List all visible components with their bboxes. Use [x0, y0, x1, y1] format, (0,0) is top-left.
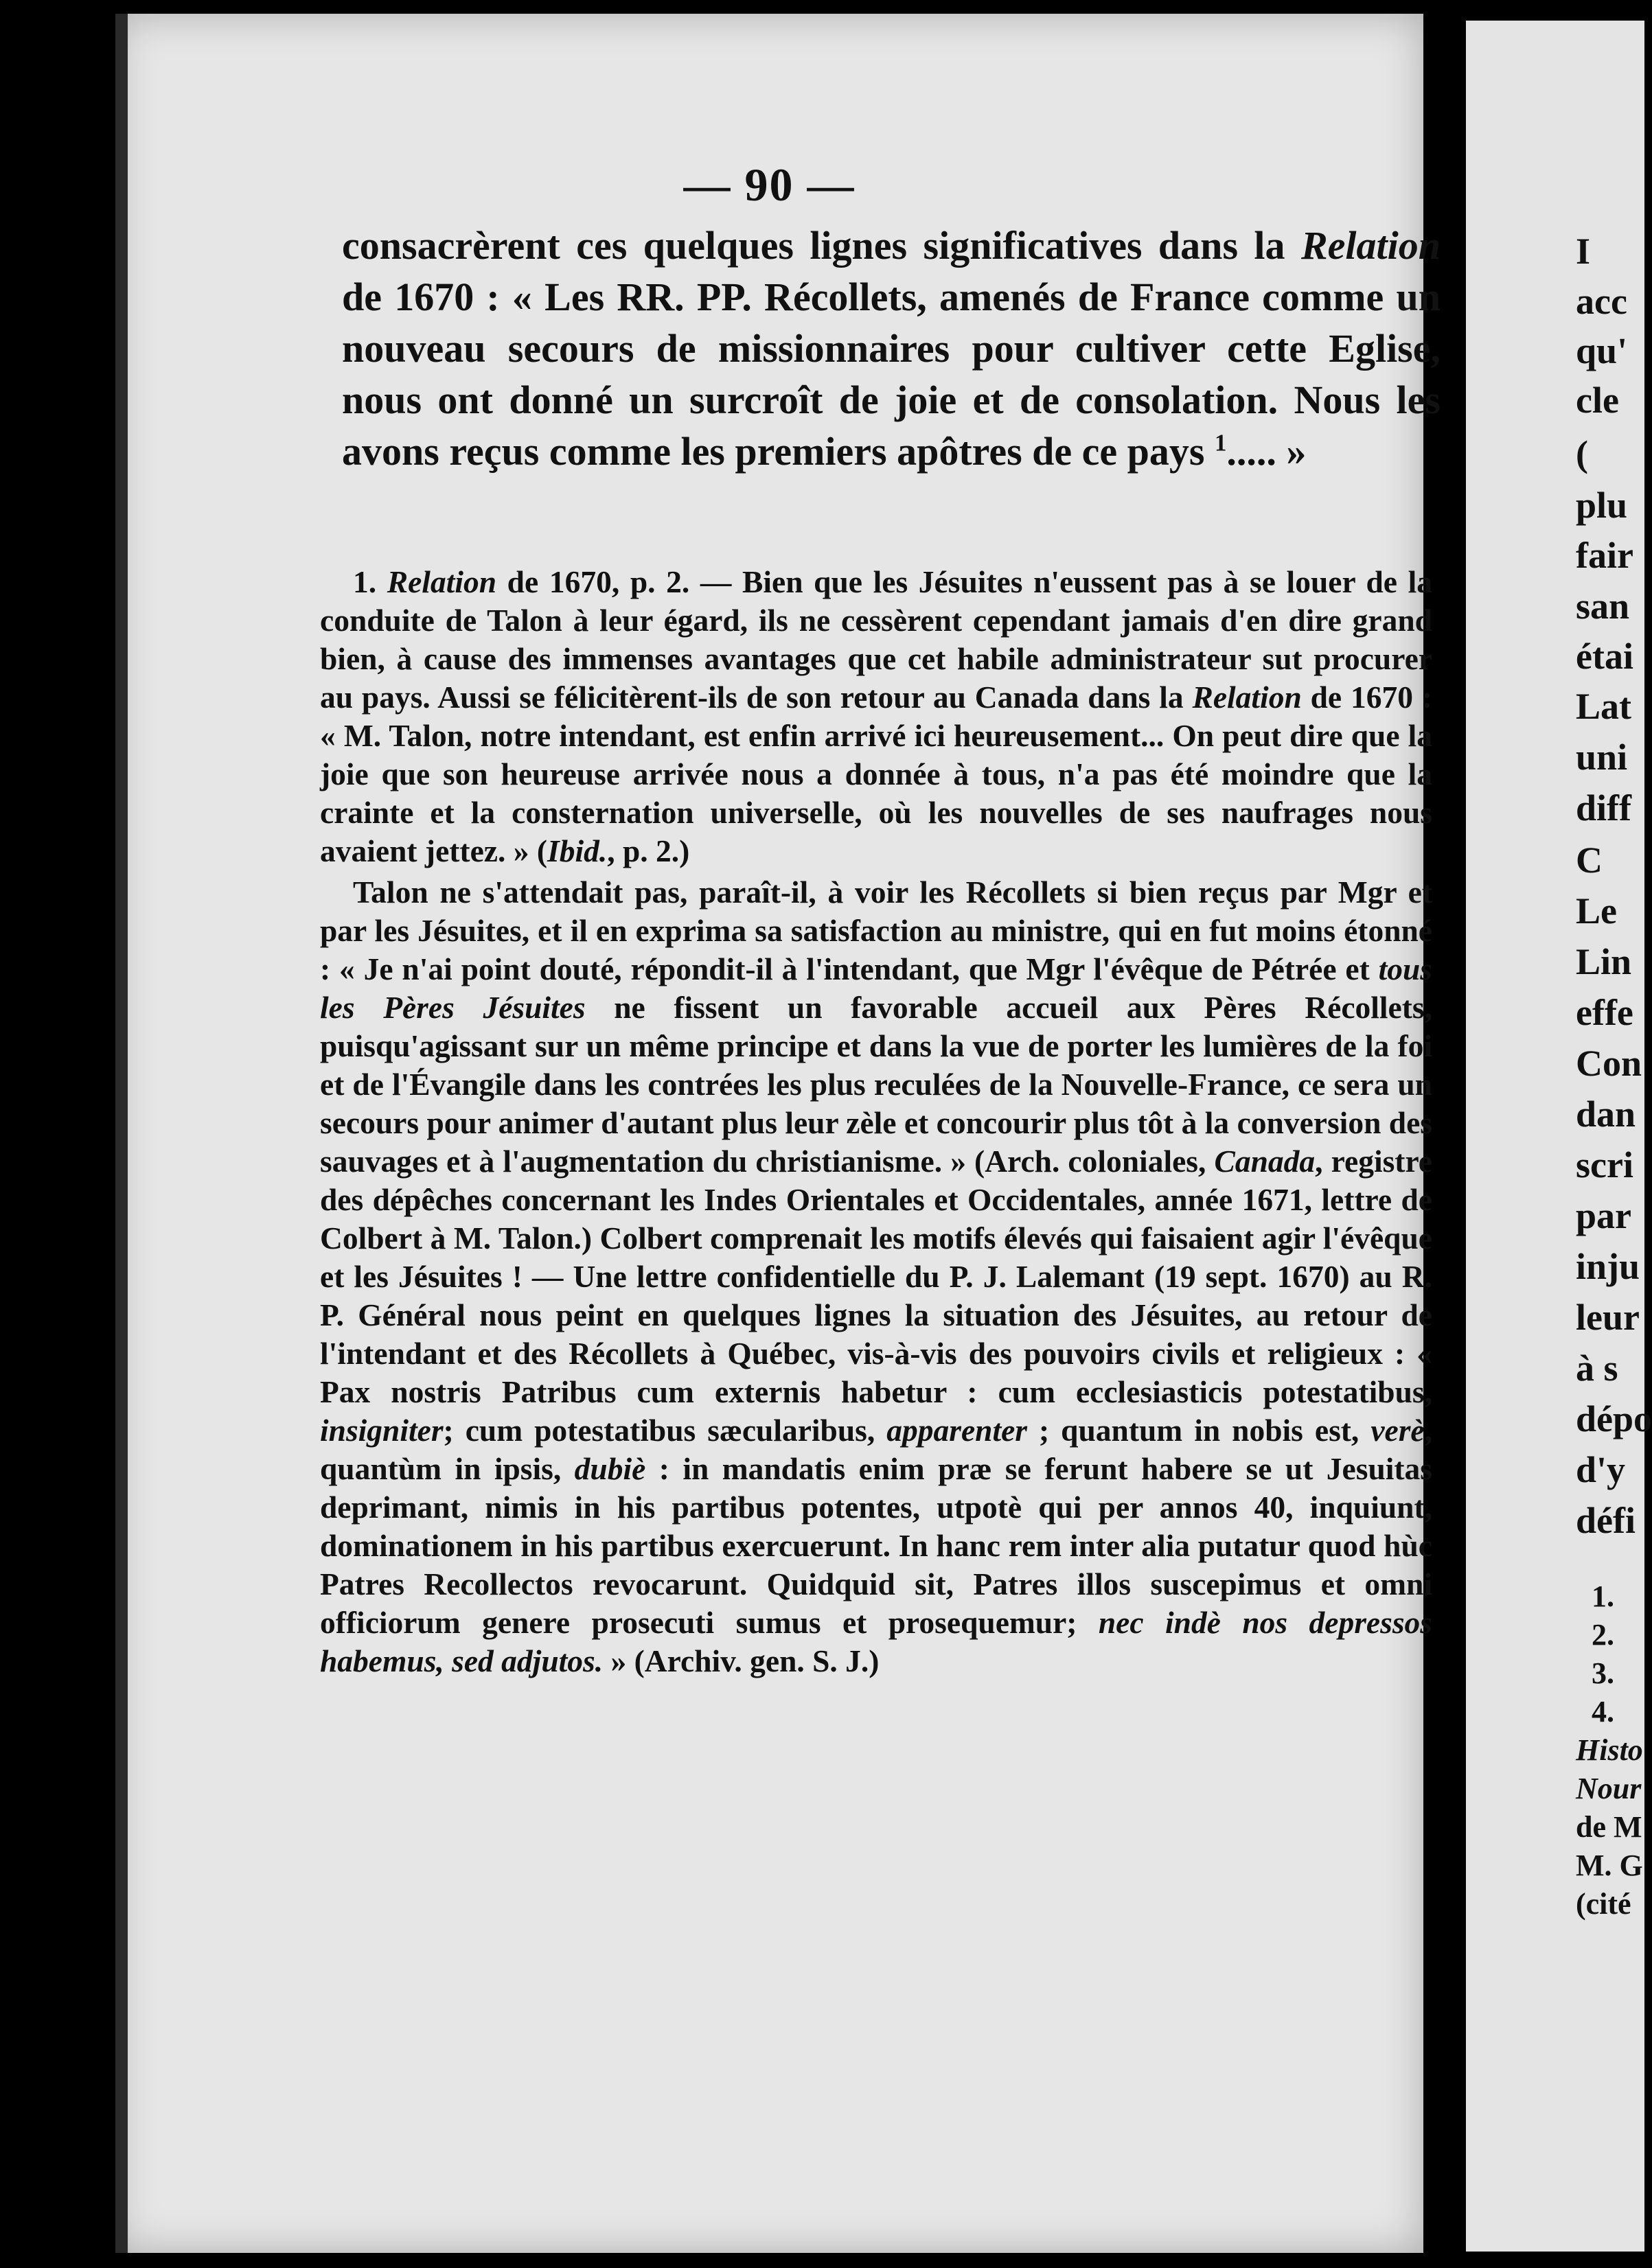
fragment-line: fair [1576, 535, 1633, 576]
fragment-line: ( [1576, 433, 1588, 474]
fragment-line: inju [1576, 1246, 1640, 1287]
fragment-line: Lat [1576, 686, 1631, 727]
fragment-line: d'y [1576, 1449, 1626, 1490]
main-text [342, 220, 1441, 477]
left-page [115, 14, 1441, 2253]
text-run: ; quantum in nobis est, [1027, 1413, 1371, 1448]
text-run: ne fissent un favorable accueil aux Pères Récollets, puisqu'agissant sur un même principe et dans la vue de porter les lumières de la foi et de l'Évangile dans les contrées les plus reculées de la Nouvelle-France, ce sera un secours pour animer d'autant plus leur zèle et concourir plus tôt à la conversion des sauvages et à l'augmentation du christianisme. » (Arch. coloniales, [320, 990, 1432, 1179]
fragment-line: étai [1576, 636, 1633, 677]
text-run: : in mandatis enim præ se ferunt habere se ut Jesuitas deprimant, nimis in his partibus potentes, utpotè qui per annos 40, inquiunt, dominationem in his partibus exercuerunt. In hanc rem inter alia putatur quod hùc Patres Recollectos revocarunt. Quidquid sit, Patres illos suscepimus et omni officiorum genere prosecuti sumus et prosequemur; [320, 1451, 1432, 1640]
fragment-note-line: de M [1576, 1810, 1642, 1844]
fragment-line: Lin [1576, 941, 1632, 982]
fragment-line: scri [1576, 1144, 1633, 1185]
fragment-line: dépo [1576, 1398, 1652, 1439]
fragment-line: acc [1576, 281, 1627, 322]
text-run: » (Archiv. gen. S. J.) [603, 1643, 880, 1678]
fragment-line: plu [1576, 485, 1628, 526]
text-run: ; cum potestatibus sæcularibus, [443, 1413, 887, 1448]
fragment-line: uni [1576, 737, 1628, 778]
footnote-1 [320, 563, 1432, 870]
italic-phrase: nec indè nos depressos habemus, sed adjutos. [320, 1605, 1432, 1678]
text-run: de 1670 : « Les RR. PP. Récollets, amenés de France comme un nouveau secours de missionnaires pour cultiver cette Eglise, nous ont donné un surcroît de joie et de consolation. Nous les avons reçus comme les premiers apôtres de ce pays [342, 275, 1441, 474]
footnote-number: 1. [353, 564, 387, 599]
main-paragraph [342, 220, 1441, 477]
italic-phrase: Canada [1214, 1144, 1316, 1179]
fragment-note-line: Histo [1576, 1733, 1643, 1767]
italic-phrase: verè [1370, 1413, 1425, 1448]
italic-ref: Ibid. [547, 833, 608, 868]
fragment-note-line: (cité [1576, 1887, 1631, 1921]
fragment-note-line: M. G [1576, 1849, 1643, 1882]
italic-title: Relation [1300, 223, 1441, 268]
page-number: — 90 — [683, 159, 856, 211]
italic-title: Relation [387, 564, 497, 599]
text-run: consacrèrent ces quelques lignes significatives dans la [342, 223, 1301, 268]
italic-phrase: tous les Pères Jésuites [320, 951, 1432, 1025]
footnote-ref: 1 [1214, 429, 1227, 456]
fragment-line: I [1576, 231, 1591, 272]
text-run: , quantùm in ipsis, [320, 1413, 1432, 1486]
text-run: ..... » [1226, 429, 1307, 474]
fragment-line: diff [1576, 787, 1631, 829]
italic-phrase: apparenter [886, 1413, 1027, 1448]
footnote-continuation [320, 873, 1432, 1680]
fragment-note-line: Nour [1576, 1772, 1642, 1805]
text-run: de 1670, p. 2. — Bien que les Jésuites n'eussent pas à se louer de la conduite de Talon à leur égard, ils ne cessèrent cependant jamais d'en dire grand bien, à cause des immenses avantages que cet habile administrateur sut procurer au pays. Aussi se félicitèrent-ils de son retour au Canada dans la [320, 564, 1432, 715]
italic-phrase: insigniter [320, 1413, 444, 1448]
fragment-line: Le [1576, 890, 1617, 931]
fragment-line: Con [1576, 1043, 1642, 1084]
text-run: , p. 2.) [607, 833, 690, 868]
fragment-note-number: 2. [1592, 1618, 1614, 1652]
fragment-note-number: 3. [1592, 1656, 1614, 1690]
text-run: , registre des dépêches concernant les Indes Orientales et Occidentales, année 1671, lettre de Colbert à M. Talon.) Colbert comprenait les motifs élevés qui faisaient agir l'évêque et les Jésuites ! — Une lettre confidentielle du P. J. Lalemant (19 sept. 1670) au R. P. Général nous peint en quelques lignes la situation des Jésuites, au retour de l'intendant et des Récollets à Québec, vis-à-vis des pouvoirs civils et religieux : « Pax nostris Patribus cum externis habetur : cum ecclesiasticis potestatibus, [320, 1144, 1433, 1409]
italic-phrase: dubiè [574, 1451, 646, 1486]
fragment-line: cle [1576, 380, 1619, 421]
fragment-line: défi [1576, 1500, 1636, 1541]
text-run: de 1670 : « M. Talon, notre intendant, est enfin arrivé ici heureusement... On peut dire que la joie que son heureuse arrivée nous a donnée à tous, n'a pas été moindre que la crainte et la consternation universelle, où les nouvelles de ses naufrages nous avaient jettez. » ( [320, 680, 1432, 868]
fragment-line: C [1576, 840, 1603, 881]
fragment-line: effe [1576, 992, 1633, 1033]
fragment-line: san [1576, 586, 1630, 627]
fragment-line: dan [1576, 1094, 1636, 1135]
fragment-line: leur [1576, 1297, 1640, 1338]
fragment-line: à s [1576, 1347, 1618, 1389]
fragment-line: qu' [1576, 330, 1628, 371]
text-run: Talon ne s'attendait pas, paraît-il, à voir les Récollets si bien reçus par Mgr et par les Jésuites, et il en exprima sa satisfaction au ministre, qui en fut moins étonné : « Je n'ai point douté, répondit-il à l'intendant, que Mgr l'évêque de Pétrée et [320, 875, 1432, 986]
fragment-note-number: 4. [1592, 1695, 1614, 1728]
italic-title: Relation [1192, 680, 1302, 715]
footnotes [320, 563, 1432, 1680]
fragment-note-number: 1. [1592, 1579, 1614, 1613]
fragment-line: par [1576, 1195, 1631, 1236]
